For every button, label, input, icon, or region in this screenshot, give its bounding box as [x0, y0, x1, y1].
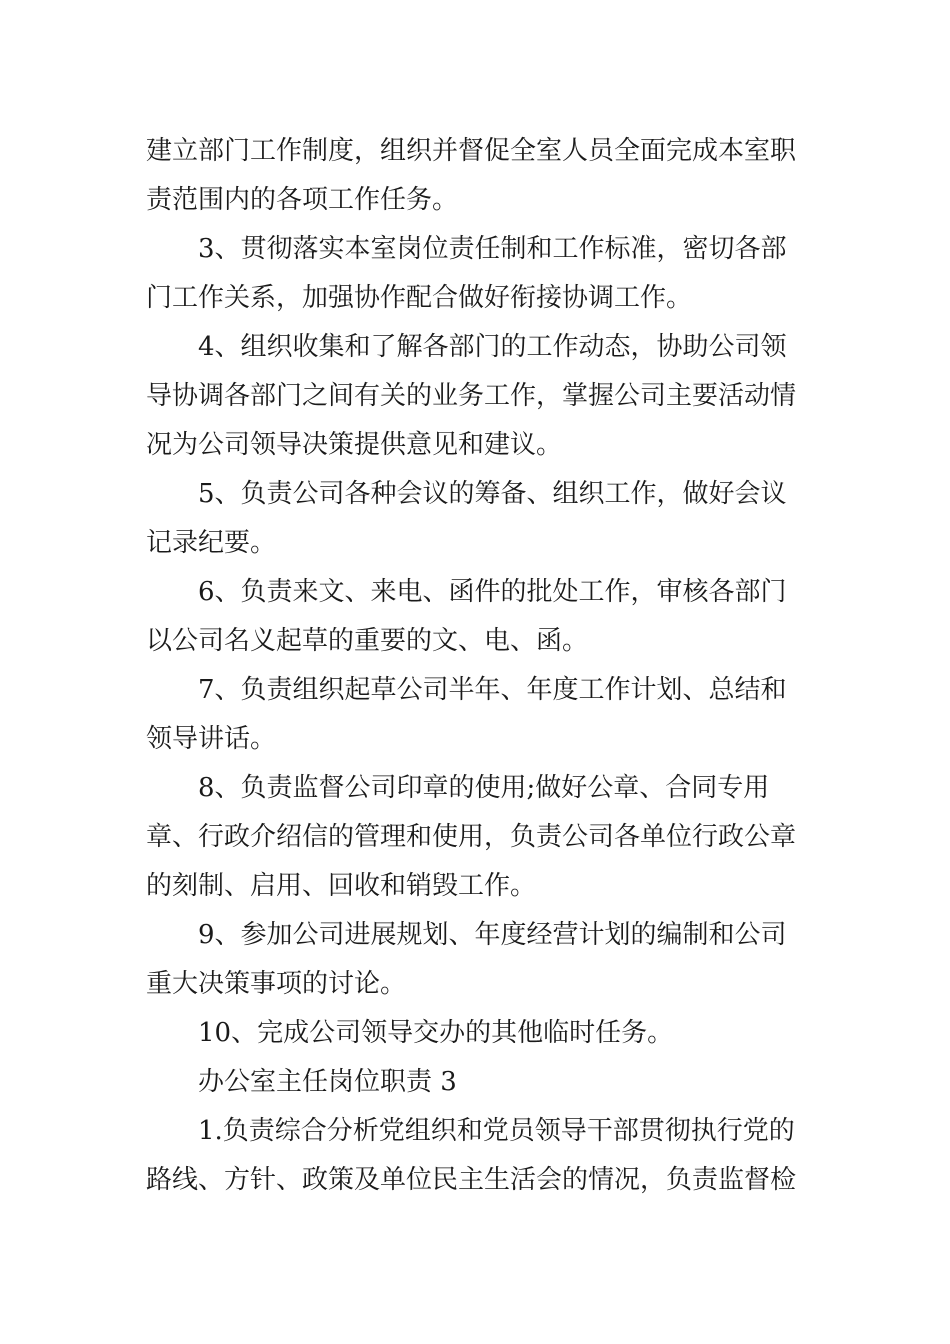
section-heading: 办公室主任岗位职责 3: [198, 1067, 457, 1097]
paragraph-item-8: 8、负责监督公司印章的使用;做好公章、合同专用章、行政介绍信的管理和使用，负责公司各单位行政公章的刻制、启用、回收和销毁工作。: [146, 773, 797, 901]
paragraph-item-3: 3、贯彻落实本室岗位责任制和工作标准，密切各部门工作关系，加强协作配合做好衔接协调工作。: [146, 234, 787, 313]
paragraph-item-10: 10、完成公司领导交办的其他临时任务。: [198, 1018, 674, 1048]
paragraph-item-1: 1.负责综合分析党组织和党员领导干部贯彻执行党的路线、方针、政策及单位民主生活会的情况，负责监督检: [146, 1116, 797, 1195]
paragraph-item-5: 5、负责公司各种会议的筹备、组织工作，做好会议记录纪要。: [146, 479, 787, 558]
paragraph-item-6: 6、负责来文、来电、函件的批处工作，审核各部门以公司名义起草的重要的文、电、函。: [146, 577, 787, 656]
paragraph-item-4: 4、组织收集和了解各部门的工作动态，协助公司领导协调各部门之间有关的业务工作，掌握公司主要活动情况为公司领导决策提供意见和建议。: [146, 332, 797, 460]
paragraph-item-9: 9、参加公司进展规划、年度经营计划的编制和公司重大决策事项的讨论。: [146, 920, 787, 999]
paragraph-continuation: 建立部门工作制度，组织并督促全室人员全面完成本室职责范围内的各项工作任务。: [146, 136, 797, 215]
document-body: [146, 127, 811, 1205]
paragraph-item-7: 7、负责组织起草公司半年、年度工作计划、总结和领导讲话。: [146, 675, 787, 754]
